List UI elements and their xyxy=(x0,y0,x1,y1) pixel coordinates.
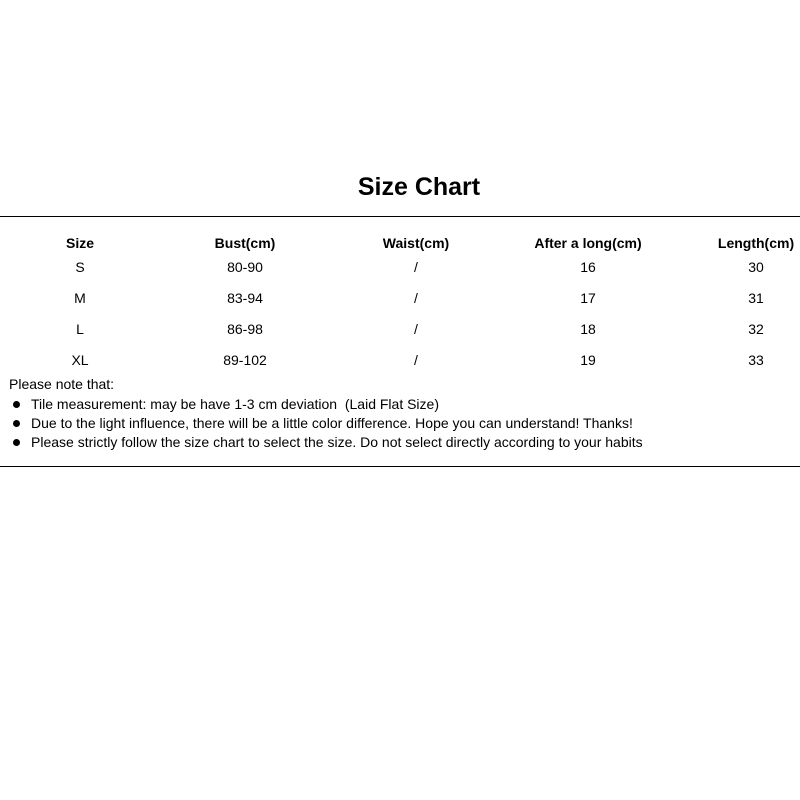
note-text: Please strictly follow the size chart to select the size. Do not select directly according to your habits xyxy=(31,434,643,450)
header-bust: Bust(cm) xyxy=(214,235,276,251)
cell-after-a-long: 16 xyxy=(580,259,596,275)
note-item xyxy=(9,414,789,432)
bullet-icon xyxy=(13,401,20,408)
header-after-a-long: After a long(cm) xyxy=(534,235,642,251)
note-item xyxy=(9,395,789,413)
table-header-row xyxy=(0,232,800,256)
cell-length: 30 xyxy=(748,259,764,275)
note-item xyxy=(9,433,789,451)
cell-waist: / xyxy=(414,352,418,368)
cell-waist: / xyxy=(414,321,418,337)
page-title: Size Chart xyxy=(357,173,481,201)
cell-length: 33 xyxy=(748,352,764,368)
notes-section xyxy=(9,375,789,452)
bottom-divider xyxy=(0,466,800,467)
table-row xyxy=(0,287,800,318)
top-divider xyxy=(0,216,800,217)
bullet-icon xyxy=(13,420,20,427)
cell-size: L xyxy=(76,321,84,337)
cell-bust: 86-98 xyxy=(227,321,263,337)
cell-after-a-long: 19 xyxy=(580,352,596,368)
cell-length: 32 xyxy=(748,321,764,337)
header-size: Size xyxy=(65,235,94,251)
header-length: Length(cm) xyxy=(717,235,795,251)
notes-intro: Please note that: xyxy=(9,376,115,392)
cell-bust: 89-102 xyxy=(223,352,267,368)
cell-size: XL xyxy=(71,352,89,368)
cell-bust: 83-94 xyxy=(227,290,263,306)
note-text: Tile measurement: may be have 1-3 cm deviation (Laid Flat Size) xyxy=(31,396,439,412)
cell-length: 31 xyxy=(748,290,764,306)
table-row xyxy=(0,318,800,349)
table-row xyxy=(0,256,800,287)
cell-bust: 80-90 xyxy=(227,259,263,275)
cell-waist: / xyxy=(414,290,418,306)
size-table xyxy=(0,232,800,380)
cell-size: S xyxy=(75,259,85,275)
cell-waist: / xyxy=(414,259,418,275)
cell-after-a-long: 18 xyxy=(580,321,596,337)
cell-after-a-long: 17 xyxy=(580,290,596,306)
cell-size: M xyxy=(74,290,86,306)
header-waist: Waist(cm) xyxy=(382,235,450,251)
note-text: Due to the light influence, there will be a little color difference. Hope you can understand! Thanks! xyxy=(31,415,633,431)
bullet-icon xyxy=(13,439,20,446)
